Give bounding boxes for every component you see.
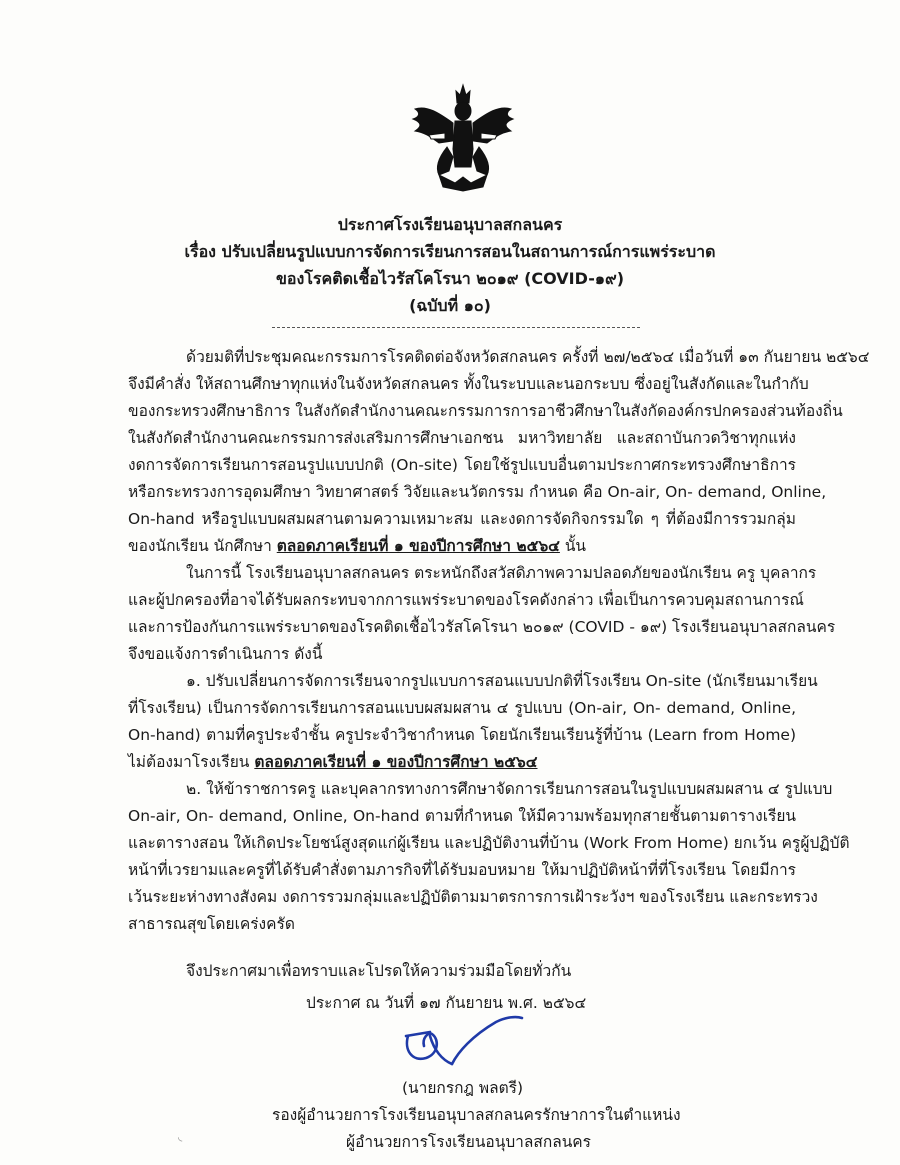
item-2-line: เว้นระยะห่างทางสังคม งดการรวมกลุ่มและปฏิบัติตามมาตรการการเฝ้าระวังฯ ของโรงเรียน และกระทรวง — [128, 888, 818, 906]
item-2-line: ๒. ให้ข้าราชการครู และบุคลากรทางการศึกษาจัดการเรียนการสอนในรูปแบบผสมผสาน ๔ รูปแบบ — [186, 780, 833, 798]
paragraph-1-text: ของนักเรียน นักศึกษา — [128, 537, 277, 555]
semester-period-emphasis: ตลอดภาคเรียนที่ ๑ ของปีการศึกษา ๒๕๖๔ — [276, 537, 560, 555]
paragraph-2-line: ในการนี้ โรงเรียนอนุบาลสกลนคร ตระหนักถึงสวัสดิภาพความปลอดภัยของนักเรียน ครู บุคลากร — [186, 564, 817, 582]
announcement-title: ประกาศโรงเรียนอนุบาลสกลนคร — [337, 215, 563, 234]
item-1-line: ๑. ปรับเปลี่ยนการจัดการเรียนจากรูปแบบการสอนแบบปกติที่โรงเรียน On-site (นักเรียนมาเรียน — [186, 672, 818, 690]
item-2-line: On-air, On- demand, Online, On-hand ตามที่กำหนด ให้มีความพร้อมทุกสายชั้นตามตารางเรียน — [128, 807, 796, 825]
paragraph-2-line: จึงขอแจ้งการดำเนินการ ดังนี้ — [128, 645, 323, 663]
announcement-edition: (ฉบับที่ ๑๐) — [409, 296, 491, 315]
garuda-emblem-icon — [409, 83, 517, 193]
item-2-line: สาธารณสุขโดยเคร่งครัด — [128, 915, 295, 933]
closing-announcement: จึงประกาศมาเพื่อทราบและโปรดให้ความร่วมมือโดยทั่วกัน — [186, 962, 572, 980]
paragraph-1-line: หรือกระทรวงการอุดมศึกษา วิทยาศาสตร์ วิจัยและนวัตกรรม กำหนด คือ On-air, On- demand, Online, — [128, 483, 827, 501]
item-1-period-emphasis: ตลอดภาคเรียนที่ ๑ ของปีการศึกษา ๒๕๖๔ — [254, 753, 538, 771]
item-1-line: On-hand) ตามที่ครูประจำชั้น ครูประจำวิชากำหนด โดยนักเรียนเรียนรู้ที่บ้าน (Learn from Home) — [128, 726, 796, 744]
announcement-date: ประกาศ ณ วันที่ ๑๗ กันยายน พ.ศ. ๒๕๖๔ — [306, 994, 587, 1012]
signature-icon — [400, 1014, 528, 1074]
scan-mark: ◟ — [178, 1130, 183, 1143]
paragraph-1-end: นั้น — [559, 537, 587, 555]
paragraph-1-line: ด้วยมติที่ประชุมคณะกรรมการโรคติดต่อจังหวัดสกลนคร ครั้งที่ ๒๗/๒๕๖๔ เมื่อวันที่ ๑๓ กันยายน ๒๕๖๔ — [186, 348, 870, 366]
item-2-line: และตารางสอน ให้เกิดประโยชน์สูงสุดแก่ผู้เรียน และปฏิบัติงานที่บ้าน (Work From Home) ยกเว้น ครูผู้ปฏิบัติ — [128, 834, 850, 852]
paragraph-1-line: ของกระทรวงศึกษาธิการ ในสังกัดสำนักงานคณะกรรมการการอาชีวศึกษาในสังกัดองค์กรปกครองส่วนท้องถิ่น — [128, 402, 843, 420]
paragraph-1-line: ในสังกัดสำนักงานคณะกรรมการส่งเสริมการศึกษาเอกชน มหาวิทยาลัย และสถาบันกวดวิชาทุกแห่ง — [128, 429, 796, 447]
paragraph-1-line: งดการจัดการเรียนการสอนรูปแบบปกติ (On-site) โดยใช้รูปแบบอื่นตามประกาศกระทรวงศึกษาธิการ — [128, 456, 796, 474]
paragraph-1-last-line — [128, 533, 796, 558]
announcement-subject-cont: ของโรคติดเชื้อไวรัสโคโรนา ๒๐๑๙ (COVID-๑๙) — [275, 269, 625, 288]
item-2-line: หน้าที่เวรยามและครูที่ได้รับคำสั่งตามภารกิจที่ได้รับมอบหมาย ให้มาปฏิบัติหน้าที่ที่โรงเรียน โดยมีการ — [128, 861, 796, 879]
item-1-text: ไม่ต้องมาโรงเรียน — [128, 753, 255, 771]
item-1-line: ที่โรงเรียน) เป็นการจัดการเรียนการสอนแบบผสมผสาน ๔ รูปแบบ (On-air, On- demand, Online, — [128, 699, 796, 717]
item-1-last-line — [128, 749, 796, 774]
paragraph-1-line: On-hand หรือรูปแบบผสมผสานตามความเหมาะสม และงดการจัดกิจกรรมใด ๆ ที่ต้องมีการรวมกลุ่ม — [128, 510, 796, 528]
signer-position: รองผู้อำนวยการโรงเรียนอนุบาลสกลนครรักษาการในตำแหน่ง — [272, 1106, 681, 1124]
announcement-subject: เรื่อง ปรับเปลี่ยนรูปแบบการจัดการเรียนการสอนในสถานการณ์การแพร่ระบาด — [184, 242, 716, 261]
paragraph-2-line: และการป้องกันการแพร่ระบาดของโรคติดเชื้อไวรัสโคโรนา ๒๐๑๙ (COVID - ๑๙) โรงเรียนอนุบาลสกลนคร — [128, 618, 836, 636]
paragraph-2-line: และผู้ปกครองที่อาจได้รับผลกระทบจากการแพร่ระบาดของโรคดังกล่าว เพื่อเป็นการควบคุมสถานการณ์ — [128, 591, 804, 609]
paragraph-1-line: จึงมีคำสั่ง ให้สถานศึกษาทุกแห่งในจังหวัดสกลนคร ทั้งในระบบและนอกระบบ ซึ่งอยู่ในสังกัดและในกำกับ — [128, 375, 809, 393]
divider — [272, 327, 640, 328]
signer-name: (นายกรกฎ พลตรี) — [402, 1079, 524, 1097]
signer-position-full: ผู้อำนวยการโรงเรียนอนุบาลสกลนคร — [346, 1133, 591, 1151]
